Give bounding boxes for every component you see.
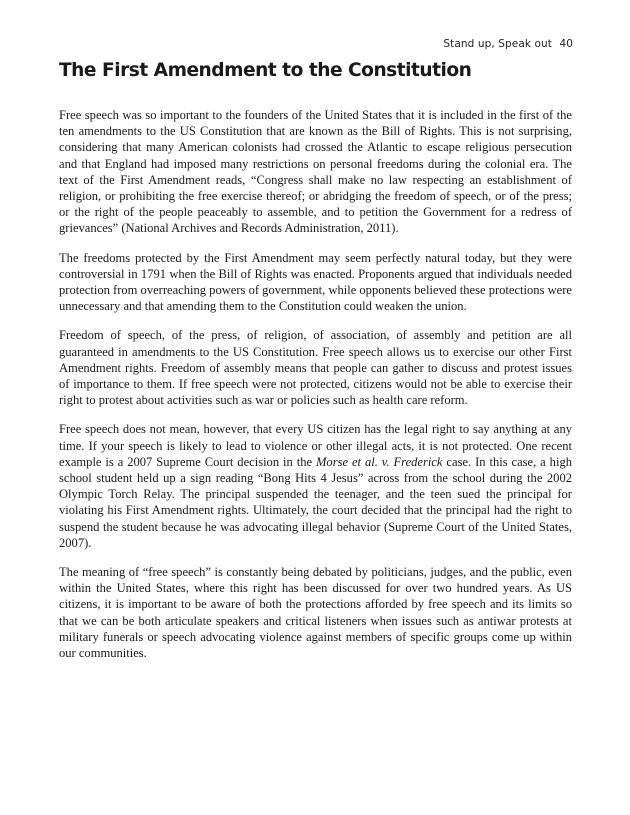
case-name: Morse et al. v. Frederick <box>315 454 443 469</box>
running-title: Stand up, Speak out <box>443 38 552 50</box>
paragraph-limits-before: Free speech does not mean, however, that every US citizen has the legal right to say anything at any time. If your speech is likely to lead to violence or other illegal acts, it is not protected. One recent example is a 2007 Supreme Court decision in the <box>59 422 572 469</box>
paragraph-meaning: The meaning of “free speech” is constantly being debated by politicians, judges, and the public, even within the United States, where this right has been discussed for over two hundred years. As US citizens, it is important to be aware of both the protections afforded by free speech and its limits so that we can be both articulate speakers and critical listeners when issues such as antiwar protests at military funerals or speech advocating violence against members of specific groups come up within our communities. <box>59 565 572 661</box>
paragraph-founders: Free speech was so important to the founders of the United States that it is included in the first of the ten amendments to the US Constitution that are known as the Bill of Rights. This is not surprising, considering that many American colonists had crossed the Atlantic to escape religious persecution and that England had imposed many restrictions on personal freedoms during the colonial era. The text of the First Amendment reads, “Congress shall make no law respecting an establishment of religion, or prohibiting the free exercise thereof; or abridging the freedom of speech, or of the press; or the right of the people peaceably to assemble, and to petition the Government for a redress of grievances” (National Archives and Records Administration, 2011). <box>59 108 572 236</box>
section-heading: The First Amendment to the Constitution <box>59 60 472 81</box>
paragraph-freedoms: Freedom of speech, of the press, of religion, of association, of assembly and petition are all guaranteed in amendments to the US Constitution. Free speech allows us to exercise our other First Amendment rights. Freedom of assembly means that people can gather to discuss and protest issues of importance to them. If free speech were not protected, citizens would not be able to exercise their right to protest about activities such as war or policies such as health care reform. <box>59 328 572 408</box>
page-number: 40 <box>559 38 573 50</box>
paragraph-limits <box>59 421 572 551</box>
body-text <box>59 107 572 674</box>
running-header <box>443 38 573 50</box>
paragraph-limits-after: case. In this case, a high school student held up a sign reading “Bong Hits 4 Jesus” across from the school during the 2002 Olympic Torch Relay. The principal suspended the teenager, and the teen sued the principal for violating his First Amendment rights. Ultimately, the court decided that the principal had the right to suspend the student because he was advocating illegal behavior (Supreme Court of the United States, 2007). <box>59 454 572 550</box>
paragraph-controversy: The freedoms protected by the First Amendment may seem perfectly natural today, but they were controversial in 1791 when the Bill of Rights was enacted. Proponents argued that individuals needed protection from overreaching powers of government, while opponents believed these protections were unnecessary and that amending them to the Constitution could weaken the union. <box>59 250 572 314</box>
